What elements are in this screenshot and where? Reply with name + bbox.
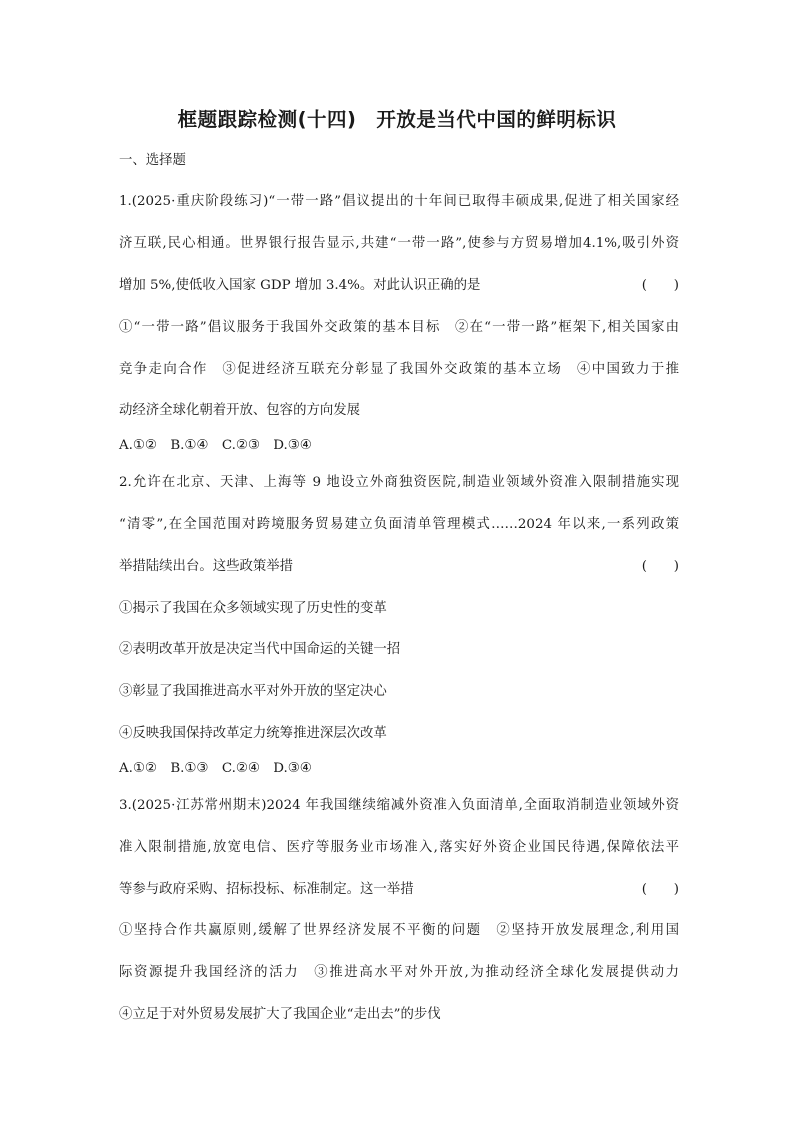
q1-stem-line-1: 1.(2025·重庆阶段练习)“一带一路”倡议提出的十年间已取得丰硕成果,促进了相关国家经: [119, 194, 679, 209]
q1-stem-line-3: [119, 276, 679, 296]
q3-statement-line-2: 际资源提升我国经济的活力 ③推进高水平对外开放,为推动经济全球化发展提供动力: [119, 965, 679, 980]
q3-answer-paren: ( ): [641, 882, 679, 897]
q1-stem-text: 增加 5%,使低收入国家 GDP 增加 3.4%。对此认识正确的是: [119, 278, 481, 293]
q1-options: A.①② B.①④ C.②③ D.③④: [119, 438, 312, 453]
q1-statement-line-3: 动经济全球化朝着开放、包容的方向发展: [119, 403, 361, 418]
section-heading: 一、选择题: [119, 153, 186, 168]
q1-stem-line-2: 济互联,民心相通。世界银行报告显示,共建“一带一路”,使参与方贸易增加4.1%,吸引外资: [119, 236, 679, 251]
q2-options: A.①② B.①③ C.②④ D.③④: [119, 761, 312, 776]
q1-answer-paren: ( ): [641, 278, 679, 293]
q2-statement-1: ①揭示了我国在众多领域实现了历史性的变革: [119, 601, 387, 616]
q2-statement-2: ②表明改革开放是决定当代中国命运的关键一招: [119, 642, 401, 657]
q2-stem-line-3: [119, 557, 679, 577]
q1-statement-line-1: ①“一带一路”倡议服务于我国外交政策的基本目标 ②在“一带一路”框架下,相关国家由: [119, 320, 679, 335]
q2-statement-4: ④反映我国保持改革定力统筹推进深层次改革: [119, 726, 387, 741]
q2-stem-text: 举措陆续出台。这些政策举措: [119, 559, 294, 574]
q2-stem-line-2: “清零”,在全国范围对跨境服务贸易建立负面清单管理模式……2024 年以来,一系列政策: [119, 517, 679, 532]
page-title: 框题跟踪检测(十四) 开放是当代中国的鲜明标识: [177, 108, 617, 131]
q3-statement-line-3: ④立足于对外贸易发展扩大了我国企业“走出去”的步伐: [119, 1007, 441, 1022]
q3-stem-line-3: [119, 880, 679, 900]
q1-statement-line-2: 竞争走向合作 ③促进经济互联充分彰显了我国外交政策的基本立场 ④中国致力于推: [119, 362, 679, 377]
q3-statement-line-1: ①坚持合作共赢原则,缓解了世界经济发展不平衡的问题 ②坚持开放发展理念,利用国: [119, 923, 679, 938]
q3-stem-line-2: 准入限制措施,放宽电信、医疗等服务业市场准入,落实好外资企业国民待遇,保障依法平: [119, 840, 679, 855]
q3-stem-line-1: 3.(2025·江苏常州期末)2024 年我国继续缩减外资准入负面清单,全面取消制造业领域外资: [119, 798, 679, 813]
q2-statement-3: ③彰显了我国推进高水平对外开放的坚定决心: [119, 684, 387, 699]
q2-answer-paren: ( ): [641, 559, 679, 574]
q3-stem-text: 等参与政府采购、招标投标、标准制定。这一举措: [119, 882, 414, 897]
q2-stem-line-1: 2.允许在北京、天津、上海等 9 地设立外商独资医院,制造业领域外资准入限制措施实现: [119, 475, 679, 490]
